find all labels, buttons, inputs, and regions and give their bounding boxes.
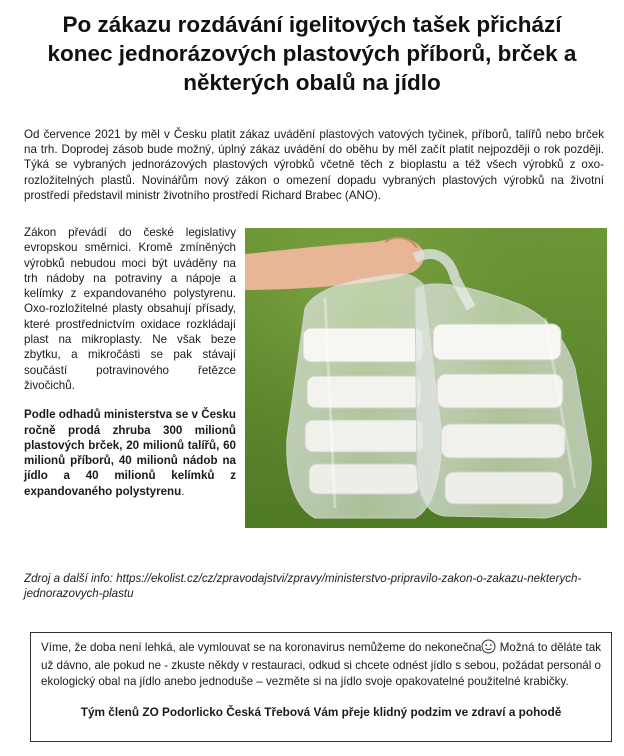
smiley-icon <box>481 639 496 658</box>
statistics-text: Podle odhadů ministerstva se v Česku ročně prodá zhruba 300 milionů plastových brček, 20 milionů talířů, 60 milionů příborů, 40 milionů nádob na jídlo a 40 milionů kelímků z expandovaného polystyrenu <box>24 408 236 498</box>
statistics-paragraph <box>24 407 236 499</box>
article-photo <box>245 228 607 528</box>
plastic-bags-photo <box>245 228 607 528</box>
intro-paragraph: Od července 2021 by měl v Česku platit zákaz uvádění plastových vatových tyčinek, příborů, talířů nebo brček na trh. Doprodej zásob bude možný, úplný zákaz uvádění do oběhu by měl začít platit nejpozději o rok později. Týká se vybraných jednorázových plastových výrobků včetně těch z bioplastu a též všech výrobků z oxo-rozložitelných plastů. Novinářům nový zákon o omezení dopadu vybraných plastových výrobků na životní prostředí představil ministr životního prostředí Richard Brabec (ANO). <box>24 128 604 202</box>
note-text-before: Víme, že doba není lehká, ale vymlouvat se na koronavirus nemůžeme do nekonečna <box>41 641 482 654</box>
left-column <box>24 225 236 499</box>
article-title: Po zákazu rozdávání igelitových tašek přichází konec jednorázových plastových příborů, brček a některých obalů na jídlo <box>47 12 577 95</box>
closing-note-box <box>30 632 612 742</box>
body-paragraph: Zákon převádí do české legislativy evropskou směrnici. Kromě zmíněných výrobků nebudou moci být uváděny na trh nádoby na potraviny a nápoje a kelímky z expandovaného polystyrenu. Oxo-rozložitelné plasty obsahují přísady, které prostřednictvím oxidace rozkládají plast na mikroplasty. Ne však beze zbytku, a mikročásti se pak stávají součástí potravinového řetězce živočichů. <box>24 226 236 392</box>
closing-note <box>41 639 601 689</box>
note-text-after: Možná to děláte tak už dávno, ale pokud ne - zkuste někdy v restauraci, odkud si chcete odnést jídlo s sebou, požádat personál o ekologický obal na jídlo anebo jednoduše – vezměte si na jídlo svoje opakovatelné použitelné krabičky. <box>41 641 601 688</box>
signature-line: Tým členů ZO Podorlicko Česká Třebová Vám přeje klidný podzim ve zdraví a pohodě <box>80 704 562 719</box>
statistics-end: . <box>181 484 185 498</box>
source-link[interactable]: Zdroj a další info: https://ekolist.cz/cz/zpravodajstvi/zpravy/ministerstvo-pripravilo-zakon-o-zakazu-nekterych-jednorazovych-plastu <box>24 572 582 601</box>
